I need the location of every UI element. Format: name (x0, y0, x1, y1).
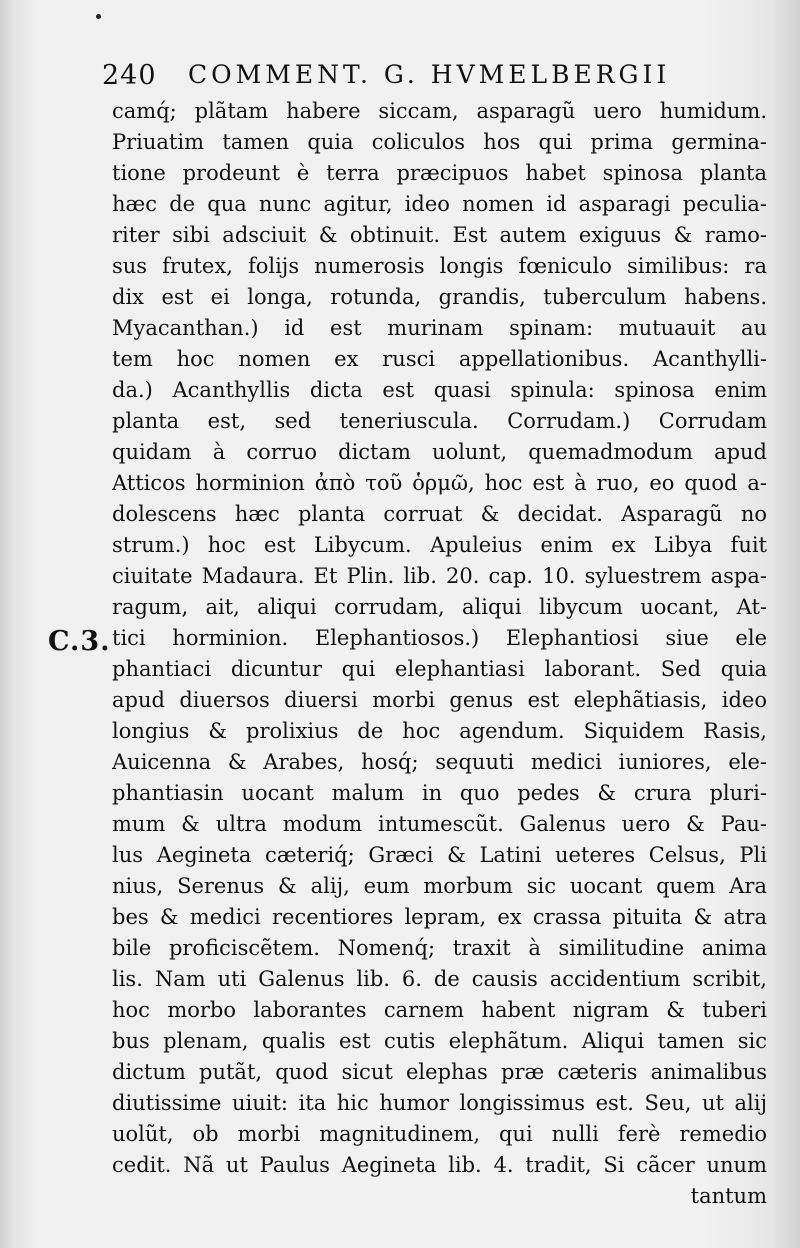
text-line: quidam à corruo dictam uolunt, quemadmodum apud (112, 440, 767, 464)
ink-speck (96, 14, 101, 19)
text-line: apud diuersos diuersi morbi genus est elephãtiasis, ideo (112, 688, 767, 712)
text-line: bus plenam, qualis est cutis elephãtum. Aliqui tamen sic (112, 1029, 767, 1053)
text-line: hæc de qua nunc agitur, ideo nomen id asparagi peculia- (112, 192, 767, 216)
text-line: Priuatim tamen quia coliculos hos qui prima germina- (112, 130, 767, 154)
catchword: tantum (690, 1184, 767, 1208)
text-line: dolescens hæc planta corruat & decidat. Asparagũ no (112, 502, 767, 526)
text-line: longius & prolixius de hoc agendum. Siquidem Rasis, (112, 719, 767, 743)
text-line: dictum putãt, quod sicut elephas præ cæteris animalibus (112, 1060, 767, 1084)
text-line: Atticos horminion ἀπὸ τοῦ ὁρμῶ, hoc est à ruo, eo quod a- (112, 471, 767, 495)
text-line: da.) Acanthyllis dicta est quasi spinula: spinosa enim (112, 378, 767, 402)
text-line: nius, Serenus & alij, eum morbum sic uocant quem Ara (112, 874, 767, 898)
text-line: hoc morbo laborantes carnem habent nigram & tuberi (112, 998, 767, 1022)
text-block (112, 96, 767, 1212)
text-line: ciuitate Madaura. Et Plin. lib. 20. cap. 10. syluestrem aspa- (112, 564, 767, 588)
catchword-line (112, 1181, 767, 1212)
page-number: 240 (102, 60, 157, 91)
text-line: camq́; plãtam habere siccam, asparagũ uero humidum. (112, 99, 767, 123)
text-line: phantiasin uocant malum in quo pedes & crura pluri- (112, 781, 767, 805)
text-line: riter sibi adsciuit & obtinuit. Est autem exiguus & ramo- (112, 223, 767, 247)
text-line: diutissime uiuit: ita hic humor longissimus est. Seu, ut alij (112, 1091, 767, 1115)
text-line: Myacanthan.) id est murinam spinam: mutuauit au (112, 316, 767, 340)
text-line: dix est ei longa, rotunda, grandis, tuberculum habens. (112, 285, 767, 309)
text-line: sus frutex, folijs numerosis longis fœniculo similibus: ra (112, 254, 767, 278)
text-line: bile proficiscẽtem. Nomenq́; traxit à similitudine anima (112, 936, 767, 960)
margin-note: C.3. (48, 626, 111, 657)
text-line: mum & ultra modum intumescũt. Galenus uero & Pau- (112, 812, 767, 836)
text-line: strum.) hoc est Libycum. Apuleius enim ex Libya fuit (112, 533, 767, 557)
text-line: planta est, sed teneriuscula. Corrudam.) Corrudam (112, 409, 767, 433)
text-line: phantiaci dicuntur qui elephantiasi laborant. Sed quia (112, 657, 767, 681)
text-line: bes & medici recentiores lepram, ex crassa pituita & atra (112, 905, 767, 929)
text-line: lus Aegineta cæteriq́; Græci & Latini ueteres Celsus, Pli (112, 843, 767, 867)
text-line: Auicenna & Arabes, hosq́; sequuti medici iuniores, ele- (112, 750, 767, 774)
running-title: COMMENT. G. HVMELBERGII (188, 60, 671, 89)
text-line: lis. Nam uti Galenus lib. 6. de causis accidentium scribit, (112, 967, 767, 991)
text-line: tici horminion. Elephantiosos.) Elephantiosi siue ele (112, 626, 767, 650)
text-line: cedit. Nã ut Paulus Aegineta lib. 4. tradit, Si cãcer unum (112, 1153, 767, 1177)
text-line: ragum, ait, aliqui corrudam, aliqui libycum uocant, At- (112, 595, 767, 619)
text-line: tem hoc nomen ex rusci appellationibus. Acanthylli- (112, 347, 767, 371)
running-head (102, 56, 762, 96)
text-line: uolũt, ob morbi magnitudinem, qui nulli ferè remedio (112, 1122, 767, 1146)
text-line: tione prodeunt è terra præcipuos habet spinosa planta (112, 161, 767, 185)
